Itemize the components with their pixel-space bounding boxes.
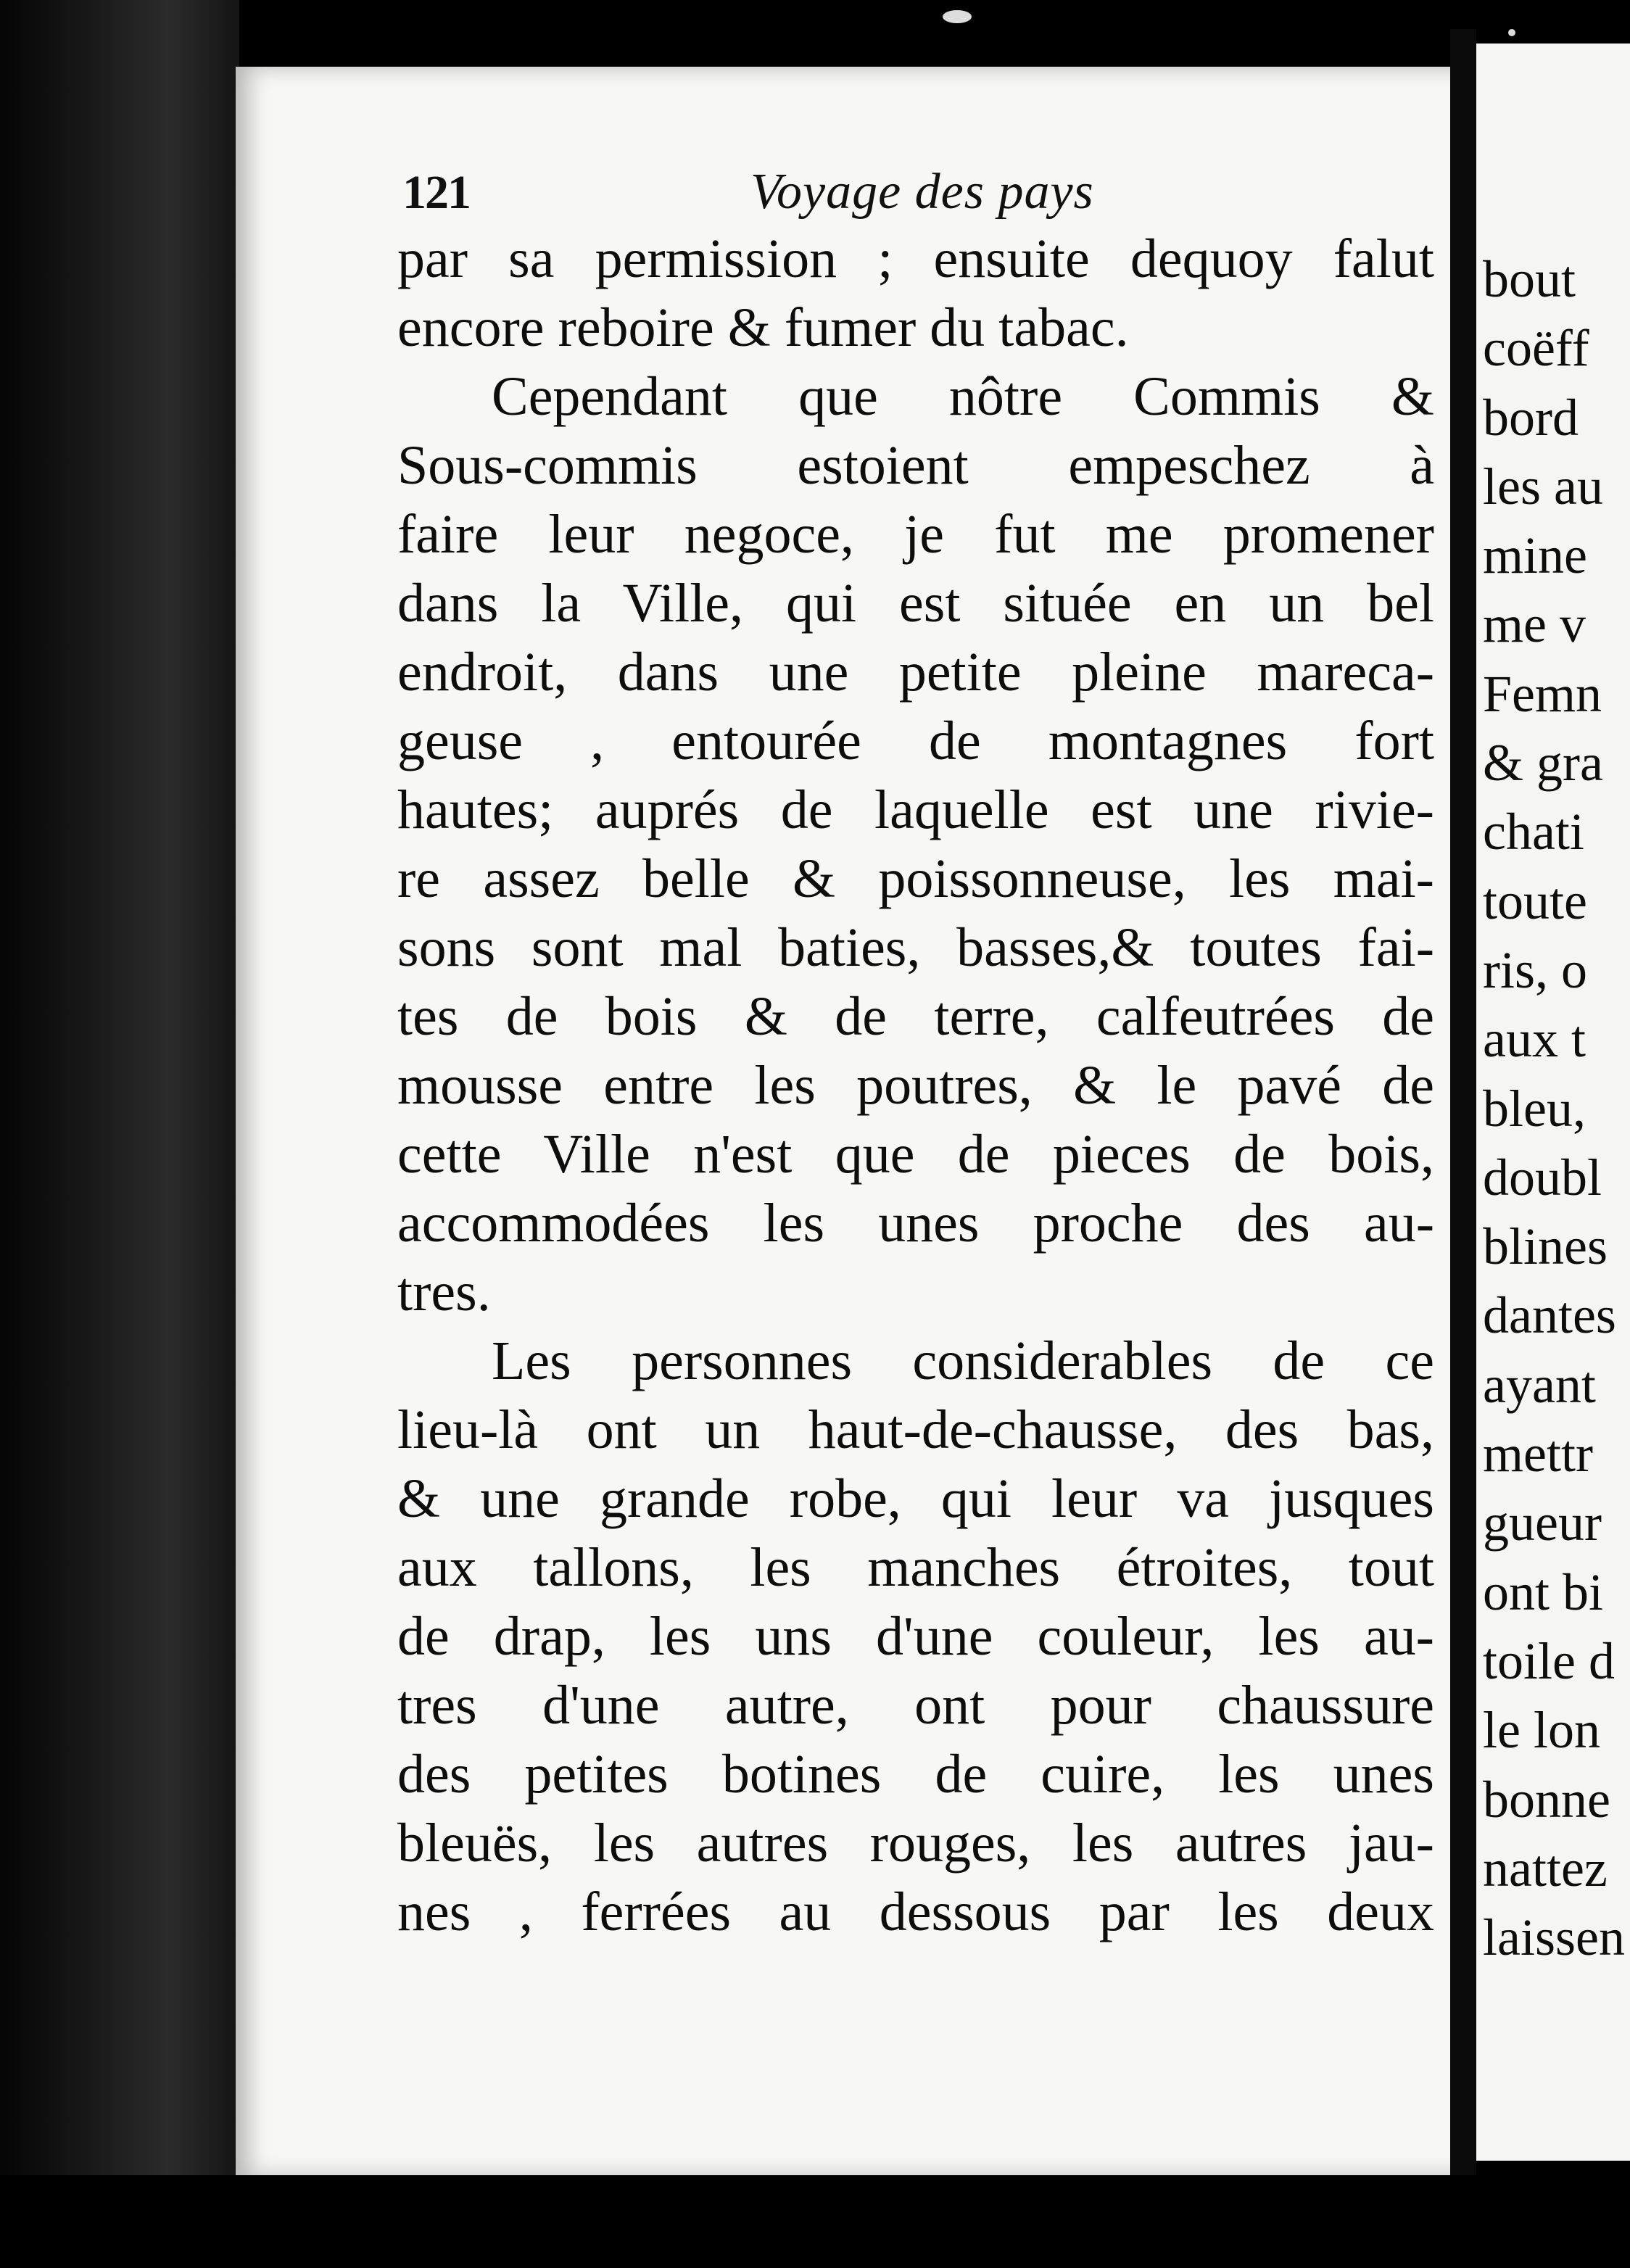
text-line: dans la Ville, qui est située en un bel [397,573,1434,634]
text-line: faire leur negoce, je fut me promener [397,504,1434,565]
text-line: Sous-commis estoient empeschez à [397,435,1434,496]
text-line: chati [1483,803,1584,861]
book-binding-edge [0,0,239,2268]
text-line: Femn [1483,664,1602,723]
text-line: encore reboire & fumer du tabac. [397,297,1129,358]
text-line: toute [1483,872,1587,930]
right-page-text [1483,245,1630,1972]
text-line: cette Ville n'est que de pieces de bois, [397,1124,1434,1185]
text-line: nes , ferrées au dessous par les deux [397,1882,1434,1942]
running-head: Voyage des pays [750,164,1094,220]
text-line: des petites botines de cuire, les unes [397,1744,1434,1805]
text-line: bleuës, les autres rouges, les autres jau- [397,1813,1434,1874]
text-line: bleu, [1483,1079,1586,1138]
scan-speck [943,10,972,23]
text-line: le lon [1483,1701,1600,1760]
text-line: nattez [1483,1839,1608,1897]
scan-bottom-margin [0,2175,1630,2268]
text-line: bord [1483,388,1579,447]
text-line: & gra [1483,734,1603,792]
text-line: coëff [1483,319,1589,378]
paragraph-start-line: Cependant que nôtre Commis & [492,366,1434,427]
text-line: geuse , entourée de montagnes fort [397,711,1434,771]
text-line: tes de bois & de terre, calfeutrées de [397,986,1434,1047]
text-line: par sa permission ; ensuite dequoy falut [397,228,1434,289]
text-line: tres. [397,1262,491,1323]
text-line: ayant [1483,1355,1596,1414]
text-line: ont bi [1483,1563,1604,1621]
text-line: mousse entre les poutres, & le pavé de [397,1055,1434,1116]
text-line: toile d [1483,1631,1615,1690]
left-page-text [397,225,1434,1947]
text-line: & une grande robe, qui leur va jusques [397,1468,1434,1529]
text-line: doubl [1483,1148,1602,1207]
text-line: les au [1483,457,1603,516]
scan-top-margin [239,0,1630,67]
text-line: aux t [1483,1010,1586,1069]
page-gutter [1450,29,1476,2204]
text-line: mettr [1483,1425,1593,1483]
text-line: re assez belle & poissonneuse, les mai- [397,848,1434,909]
text-line: bonne [1483,1770,1610,1829]
text-line: dantes [1483,1286,1616,1345]
text-line: laissen [1483,1908,1625,1967]
text-line: bout [1483,250,1576,308]
text-line: tres d'une autre, ont pour chaussure [397,1675,1434,1736]
text-line: lieu-là ont un haut-de-chausse, des bas, [397,1399,1434,1460]
text-line: ris, o [1483,940,1587,999]
text-line: endroit, dans une petite pleine mareca- [397,642,1434,703]
page-number: 121 [402,166,470,219]
text-line: hautes; auprés de laquelle est une rivie- [397,779,1434,840]
text-line: sons sont mal baties, basses,& toutes fai- [397,917,1434,978]
text-line: de drap, les uns d'une couleur, les au- [397,1606,1434,1667]
scan-speck [1508,29,1515,36]
text-line: accommodées les unes proche des au- [397,1193,1434,1254]
text-line: aux tallons, les manches étroites, tout [397,1537,1434,1598]
text-line: mine [1483,526,1587,585]
text-line: gueur [1483,1494,1602,1552]
text-line: blines [1483,1217,1608,1276]
paragraph-start-line: Les personnes considerables de ce [492,1330,1434,1391]
text-line: me v [1483,595,1586,654]
